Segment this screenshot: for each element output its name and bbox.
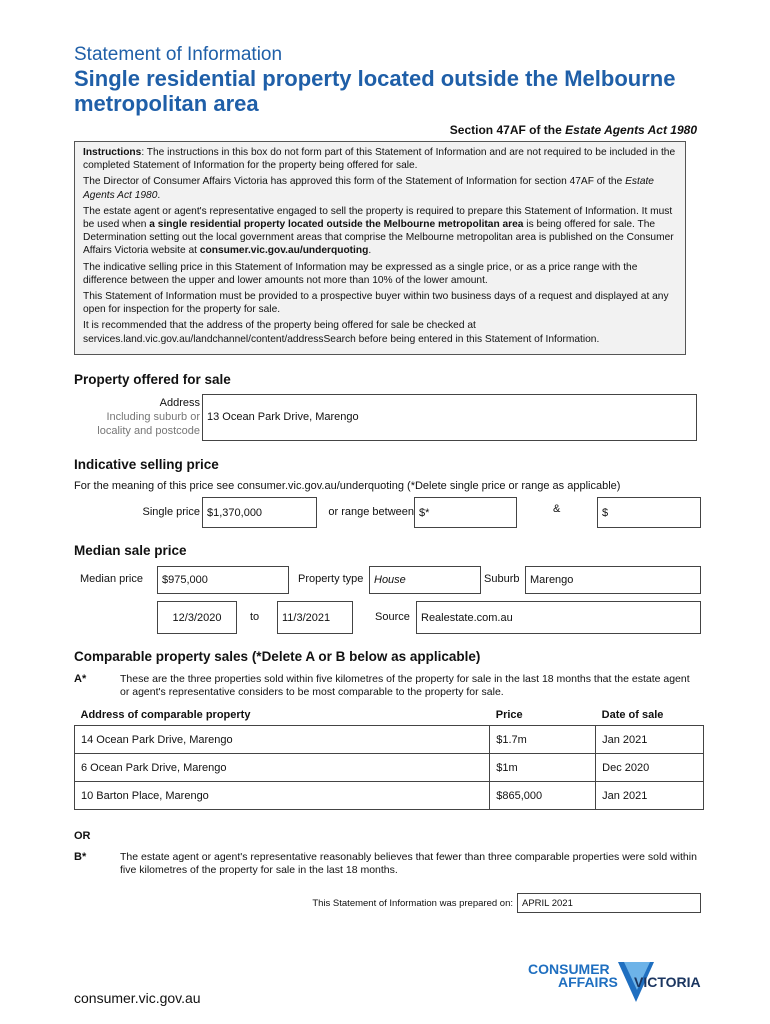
instructions-box xyxy=(74,141,686,355)
option-b-marker: B* xyxy=(74,851,87,863)
comparable-price[interactable]: $865,000 xyxy=(490,782,596,810)
period-from-field[interactable]: 12/3/2020 xyxy=(157,601,237,634)
single-price-label: Single price xyxy=(142,506,200,518)
suburb-label: Suburb xyxy=(484,573,520,585)
comparable-date[interactable]: Dec 2020 xyxy=(596,754,704,782)
form-kicker: Statement of Information xyxy=(74,44,283,65)
col-address-header: Address of comparable property xyxy=(80,709,251,721)
address-label: Address Including suburb or locality and postcode xyxy=(97,397,200,437)
option-a-text: These are the three properties sold within five kilometres of the property for sale in the last 18 months that the estate agent or agent's representative considers to be most comparable to the property for sale. xyxy=(120,673,690,698)
instructions-label: Instructions xyxy=(83,147,142,158)
instructions-p2: The Director of Consumer Affairs Victoria has approved this form of the Statement of Information for section 47AF of the Estate Agents Act 1980. xyxy=(83,176,654,201)
or-label: OR xyxy=(74,830,91,842)
range-to-field[interactable]: $ xyxy=(597,497,701,528)
property-section-title: Property offered for sale xyxy=(74,372,231,387)
footer-url[interactable]: consumer.vic.gov.au xyxy=(74,990,201,1006)
suburb-field[interactable]: Marengo xyxy=(525,566,701,594)
comparable-date[interactable]: Jan 2021 xyxy=(596,726,704,754)
property-type-label: Property type xyxy=(298,573,364,585)
instructions-p5: This Statement of Information must be provided to a prospective buyer within two business days of a request and displayed at any open for inspection for the property for sale. xyxy=(83,291,669,316)
range-ampersand: & xyxy=(553,503,561,515)
source-label: Source xyxy=(375,611,410,623)
range-label: or range between xyxy=(328,506,414,518)
address-field[interactable]: 13 Ocean Park Drive, Marengo xyxy=(202,394,697,441)
period-to-label: to xyxy=(250,611,260,623)
property-type-field[interactable]: House xyxy=(369,566,481,594)
prepared-on-field[interactable]: APRIL 2021 xyxy=(517,893,701,913)
comparable-price[interactable]: $1.7m xyxy=(490,726,596,754)
prepared-on-label: This Statement of Information was prepared on: xyxy=(312,898,513,909)
option-a-marker: A* xyxy=(74,673,87,685)
logo-victoria: VICTORIA xyxy=(634,974,701,990)
comparable-date[interactable]: Jan 2021 xyxy=(596,782,704,810)
consumer-affairs-logo xyxy=(528,960,703,1006)
logo-line1: CONSUMER xyxy=(528,961,610,977)
comparables-table xyxy=(74,705,704,810)
instructions-p3: The estate agent or agent's representative engaged to sell the property is required to prepare this Statement of Information. It must be used when a single residential property located outside the Melbourne metropolitan area is being offered for sale. The Determination setting out the local government areas that comprise the Melbourne metropolitan area is published on the Consumer Affairs Victoria website at consumer.vic.gov.au/underquoting. xyxy=(83,205,674,257)
option-b-text: The estate agent or agent's representative reasonably believes that fewer than three comparable properties were sold within five kilometres of the property for sale in the last 18 months. xyxy=(120,851,697,876)
comparable-address[interactable]: 14 Ocean Park Drive, Marengo xyxy=(75,726,490,754)
section-prefix: Section 47AF of the xyxy=(449,123,566,137)
median-price-field[interactable]: $975,000 xyxy=(157,566,289,594)
period-to-field[interactable]: 11/3/2021 xyxy=(277,601,353,634)
median-section-title: Median sale price xyxy=(74,543,187,558)
col-price-header: Price xyxy=(495,709,523,721)
comparable-address[interactable]: 6 Ocean Park Drive, Marengo xyxy=(75,754,490,782)
col-date-header: Date of sale xyxy=(601,709,664,721)
comparables-section-title: Comparable property sales (*Delete A or B below as applicable) xyxy=(74,649,481,664)
form-title: Single residential property located outside the Melbourne metropolitan area xyxy=(74,66,676,116)
instructions-p4: The indicative selling price in this Statement of Information may be expressed as a single price, or as a price range with the difference between the upper and lower amounts not more than 10% of the lower amount. xyxy=(83,261,638,286)
table-row xyxy=(75,754,704,782)
instructions-p1: Instructions: The instructions in this box do not form part of this Statement of Information and are not required to be included in the completed Statement of Information for the property being offered for sale. xyxy=(83,147,676,172)
comparable-address[interactable]: 10 Barton Place, Marengo xyxy=(75,782,490,810)
price-section-title: Indicative selling price xyxy=(74,457,219,472)
comparable-price[interactable]: $1m xyxy=(490,754,596,782)
table-header-row xyxy=(75,705,704,726)
section-act: Estate Agents Act 1980 xyxy=(565,123,697,137)
instructions-p6: It is recommended that the address of the property being offered for sale be checked at services.land.vic.gov.au/landchannel/content/addressSearch before being entered in this Statement of Information. xyxy=(83,320,600,345)
logo-line2: AFFAIRS xyxy=(558,974,618,990)
range-from-field[interactable]: $* xyxy=(414,497,517,528)
underquoting-link[interactable]: consumer.vic.gov.au/underquoting xyxy=(199,245,369,257)
price-note: For the meaning of this price see consumer.vic.gov.au/underquoting (*Delete single price or range as applicable) xyxy=(74,480,621,492)
table-row xyxy=(75,782,704,810)
table-row xyxy=(75,726,704,754)
source-field[interactable]: Realestate.com.au xyxy=(416,601,701,634)
section-reference xyxy=(450,123,697,137)
single-price-field[interactable]: $1,370,000 xyxy=(202,497,317,528)
median-price-label: Median price xyxy=(80,573,143,585)
